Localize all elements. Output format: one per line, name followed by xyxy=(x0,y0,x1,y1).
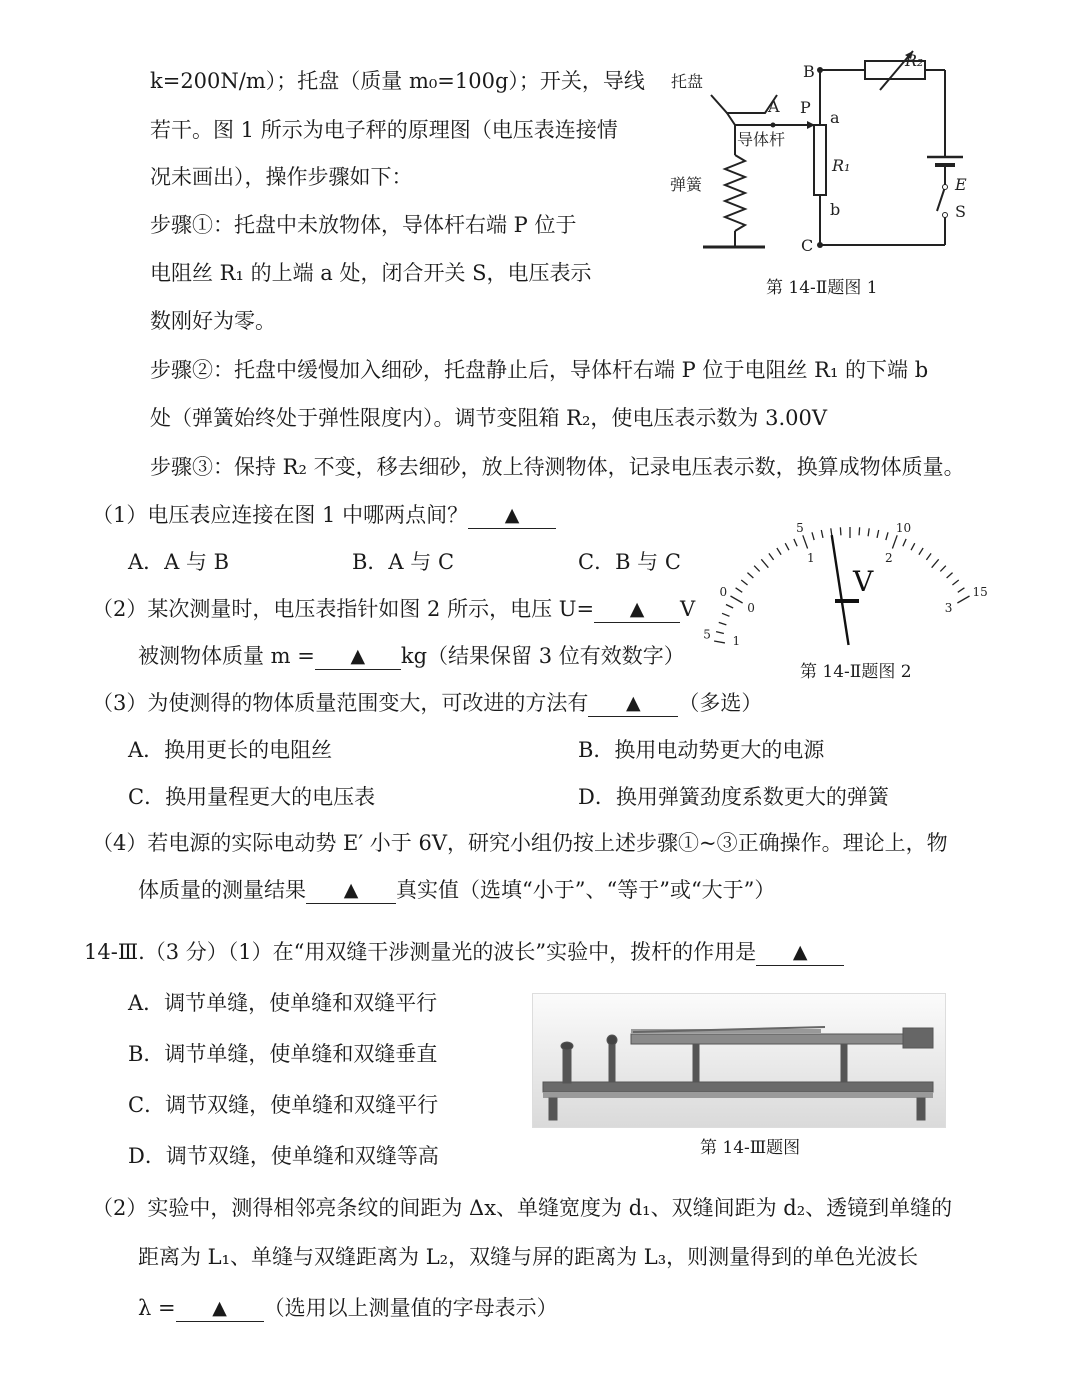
dial-inner-label: 3 xyxy=(944,601,953,615)
intro-line-2: 若干。图 1 所示为电子秤的原理图（电压表连接情 xyxy=(150,118,618,142)
dial-tick xyxy=(794,539,797,546)
circuit-diagram xyxy=(665,45,995,260)
q1-option-c: C．B 与 C xyxy=(578,550,681,574)
part-3-heading: 14-Ⅲ.（3 分）（1）在“用双缝干涉测量光的波长”实验中，拨杆的作用是 ▲ xyxy=(84,937,844,967)
dial-tick xyxy=(886,532,888,540)
step-1-line-3: 数刚好为零。 xyxy=(150,309,276,333)
dial-tick xyxy=(957,596,969,603)
intro-line-1: k=200N/m）；托盘（质量 m₀=100g）；开关，导线 xyxy=(150,69,645,93)
figure-3-caption: 第 14-Ⅲ题图 xyxy=(700,1138,801,1158)
dial-tick xyxy=(741,580,747,585)
resistor-r1 xyxy=(814,125,826,195)
dial-tick xyxy=(821,530,823,538)
dial-tick xyxy=(947,573,953,578)
dial-tick xyxy=(777,548,781,555)
answer-blank-mass[interactable]: ▲ xyxy=(315,645,401,670)
q3-option-b: B．换用电动势更大的电源 xyxy=(578,738,825,762)
dial-tick xyxy=(952,580,958,585)
dial-outer-label: 10 xyxy=(895,520,912,535)
step-2-line-2: 处（弹簧始终处于弹性限度内）。调节变阻箱 R₂，使电压表示数为 3.00V xyxy=(150,406,828,430)
dial-pointer xyxy=(832,535,849,645)
dial-tick xyxy=(730,596,742,603)
question-1 xyxy=(92,500,556,530)
dial-tick xyxy=(714,641,725,643)
p3-q2-line-2: 距离为 L₁、单缝与双缝距离为 L₂，双缝与屏的距离为 L₃，则测量得到的单色光波长 xyxy=(138,1245,919,1269)
q3-option-c: C．换用量程更大的电压表 xyxy=(128,785,376,809)
answer-blank-q1[interactable]: ▲ xyxy=(468,504,556,529)
dial-tick xyxy=(736,588,743,592)
dial-tick xyxy=(840,527,841,535)
dial-outer-label: 5 xyxy=(796,520,804,535)
dial-tick xyxy=(803,535,808,548)
question-3: （3）为使测得的物体质量范围变大，可改进的方法有 ▲ （多选） xyxy=(92,691,763,715)
answer-blank-wavelength[interactable]: ▲ xyxy=(176,1297,264,1322)
dial-tick xyxy=(892,535,897,548)
dial-tick xyxy=(859,527,860,535)
dial-inner-label: 0 xyxy=(747,601,755,615)
apparatus-rail xyxy=(543,1082,933,1092)
dial-left-label: 5 xyxy=(703,627,711,642)
q1-option-b: B．A 与 C xyxy=(352,550,455,574)
dial-tick xyxy=(761,559,768,567)
label-a: a xyxy=(830,108,840,127)
p3-q2-line-3: λ = ▲ （选用以上测量值的字母表示） xyxy=(138,1296,558,1320)
label-A: A xyxy=(768,97,780,116)
dial-tick xyxy=(812,532,814,540)
dial-tick xyxy=(911,543,915,550)
step-1-line-2: 电阻丝 R₁ 的上端 a 处，闭合开关 S，电压表示 xyxy=(150,261,592,285)
label-S: S xyxy=(955,202,966,221)
answer-blank-voltage[interactable]: ▲ xyxy=(594,598,680,623)
dial-left-label: 1 xyxy=(732,633,741,648)
dial-tick xyxy=(726,605,733,609)
question-3-text: （3）为使测得的物体质量范围变大，可改进的方法有 xyxy=(92,691,589,715)
dial-tick xyxy=(919,548,923,555)
intro-line-3: 况未画出），操作步骤如下： xyxy=(150,165,413,189)
spring-coil xyxy=(725,155,745,231)
question-2-text: （2）某次测量时，电压表指针如图 2 所示，电压 U= xyxy=(92,597,595,621)
dial-tick xyxy=(754,566,760,572)
p3-option-b: B．调节单缝，使单缝和双缝垂直 xyxy=(128,1042,438,1066)
question-4-line-2: 体质量的测量结果 ▲ 真实值（选填“小于”、“等于”或“大于”） xyxy=(138,878,776,902)
dial-inner-label: 2 xyxy=(884,550,893,565)
label-P: P xyxy=(800,98,811,117)
dial-tick xyxy=(831,528,832,536)
dial-unit: V xyxy=(853,565,874,598)
dial-tick xyxy=(716,632,724,634)
question-4-line-1: （4）若电源的实际电动势 E′ 小于 6V，研究小组仍按上述步骤①~③正确操作。理论上，物 xyxy=(92,831,948,855)
q3-option-a: A．换用更长的电阻丝 xyxy=(128,738,333,762)
q3-option-d: D．换用弹簧劲度系数更大的弹簧 xyxy=(578,785,889,809)
p3-option-d: D．调节双缝，使单缝和双缝等高 xyxy=(128,1144,439,1168)
dial-inner-label: 1 xyxy=(807,550,815,565)
label-tray: 托盘 xyxy=(671,72,704,91)
label-B: B xyxy=(803,62,815,81)
answer-blank-q3[interactable]: ▲ xyxy=(588,692,678,717)
label-R2: R₂ xyxy=(905,51,924,70)
label-C: C xyxy=(801,236,814,255)
question-1-text: （1）电压表应连接在图 1 中哪两点间？ xyxy=(92,503,469,527)
dial-tick xyxy=(940,566,946,572)
p3-option-c: C．调节双缝，使单缝和双缝平行 xyxy=(128,1093,439,1117)
apparatus-tube xyxy=(631,1034,913,1044)
dial-tick xyxy=(868,528,869,536)
dial-tick xyxy=(722,613,729,616)
answer-blank-lever[interactable]: ▲ xyxy=(756,941,844,966)
dial-tick xyxy=(719,622,727,624)
label-E: E xyxy=(955,175,967,194)
label-rod: 导体杆 xyxy=(737,130,786,149)
label-spring: 弹簧 xyxy=(670,175,703,194)
switch-s xyxy=(937,187,945,211)
q1-option-a: A．A 与 B xyxy=(128,550,230,574)
answer-blank-q4[interactable]: ▲ xyxy=(306,879,396,904)
step-1-line-1: 步骤①：托盘中未放物体，导体杆右端 P 位于 xyxy=(150,213,577,237)
dial-tick xyxy=(903,539,906,546)
dial-tick xyxy=(877,530,879,538)
question-2: （2）某次测量时，电压表指针如图 2 所示，电压 U= ▲ V xyxy=(92,597,696,621)
dial-tick xyxy=(769,553,774,559)
double-slit-apparatus xyxy=(533,994,945,1127)
p3-q2-line-1: （2）实验中，测得相邻亮条纹的间距为 Δx、单缝宽度为 d₁、双缝间距为 d₂、透镜到单缝的 xyxy=(92,1196,953,1220)
step-2-line-1: 步骤②：托盘中缓慢加入细砂，托盘静止后，导体杆右端 P 位于电阻丝 R₁ 的下端 b xyxy=(150,358,929,382)
dial-tick xyxy=(958,588,965,592)
dial-outer-label: 0 xyxy=(719,585,728,599)
question-2-line-2: 被测物体质量 m = ▲ kg（结果保留 3 位有效数字） xyxy=(138,644,685,668)
p3-option-a: A．调节单缝，使单缝和双缝平行 xyxy=(128,991,438,1015)
dial-tick xyxy=(932,559,939,567)
label-R1: R₁ xyxy=(832,156,851,175)
step-3: 步骤③：保持 R₂ 不变，移去细砂，放上待测物体，记录电压表示数，换算成物体质量。 xyxy=(150,455,965,479)
apparatus-photo xyxy=(532,993,946,1128)
figure-1-caption: 第 14-Ⅱ题图 1 xyxy=(766,278,878,298)
voltmeter-dial xyxy=(703,505,990,650)
label-b: b xyxy=(830,200,841,219)
dial-outer-label: 15 xyxy=(972,585,988,599)
dial-tick xyxy=(747,573,753,578)
dial-tick xyxy=(926,553,931,559)
figure-2-caption: 第 14-Ⅱ题图 2 xyxy=(800,662,912,682)
dial-tick xyxy=(785,543,789,550)
